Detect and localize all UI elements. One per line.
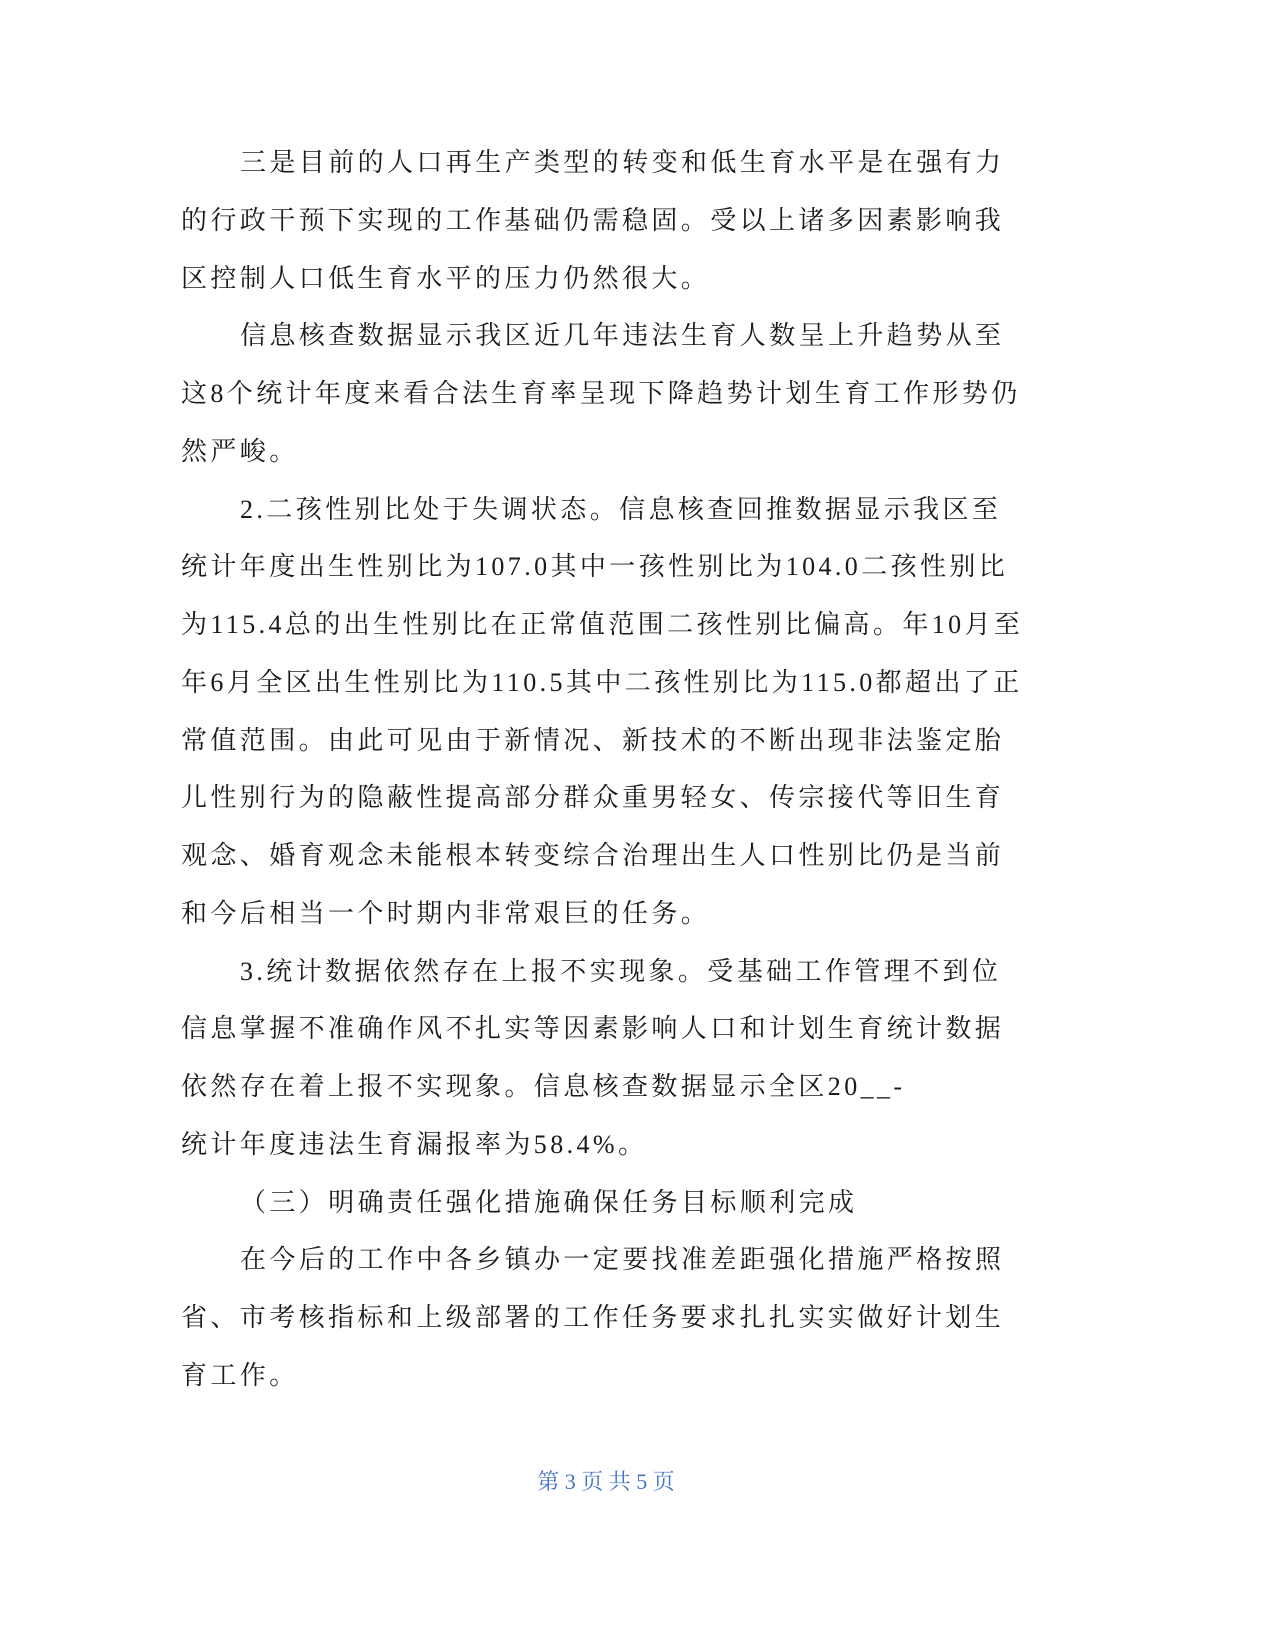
text-line: 三是目前的人口再生产类型的转变和低生育水平是在强有力 [240, 148, 1005, 177]
text-line: 儿性别行为的隐蔽性提高部分群众重男轻女、传宗接代等旧生育 [181, 783, 1005, 813]
text-line: 育工作。 [181, 1360, 299, 1390]
text-line: 3.统计数据依然存在上报不实现象。受基础工作管理不到位 [240, 956, 1002, 986]
paragraph [181, 1231, 1051, 1404]
text-line: 信息核查数据显示我区近几年违法生育人数呈上升趋势从至 [240, 321, 1005, 351]
text-line: 统计年度出生性别比为107.0其中一孩性别比为104.0二孩性别比 [181, 552, 1009, 582]
text-line: 省、市考核指标和上级部署的工作任务要求扎扎实实做好计划生 [181, 1303, 1005, 1332]
text-line: 为115.4总的出生性别比在正常值范围二孩性别比偏高。年10月至 [181, 610, 1024, 639]
text-line: 统计年度违法生育漏报率为58.4%。 [181, 1129, 648, 1159]
text-line: 然严峻。 [181, 436, 299, 466]
section-heading-text: （三）明确责任强化措施确保任务目标顺利完成 [240, 1187, 858, 1217]
document-body [181, 134, 1051, 1405]
text-line: 依然存在着上报不实现象。信息核查数据显示全区20__- [181, 1072, 906, 1101]
text-line: 年6月全区出生性别比为110.5其中二孩性别比为115.0都超出了正 [181, 667, 1023, 697]
paragraph [181, 481, 1051, 943]
page-number-footer: 第 3 页 共 5 页 [537, 1469, 675, 1494]
paragraph [181, 307, 1051, 480]
text-line: 的行政干预下实现的工作基础仍需稳固。受以上诸多因素影响我 [181, 205, 1005, 235]
text-line: 信息掌握不准确作风不扎实等因素影响人口和计划生育统计数据 [181, 1014, 1005, 1044]
text-line: 和今后相当一个时期内非常艰巨的任务。 [181, 898, 711, 928]
section-heading [181, 1174, 1051, 1232]
text-line: 区控制人口低生育水平的压力仍然很大。 [181, 263, 711, 293]
text-line: 这8个统计年度来看合法生育率呈现下降趋势计划生育工作形势仍 [181, 379, 1021, 408]
paragraph [181, 943, 1051, 1174]
text-line: 观念、婚育观念未能根本转变综合治理出生人口性别比仍是当前 [181, 841, 1005, 870]
text-line: 2.二孩性别比处于失调状态。信息核查回推数据显示我区至 [240, 494, 1002, 524]
paragraph [181, 134, 1051, 307]
text-line: 常值范围。由此可见由于新情况、新技术的不断出现非法鉴定胎 [181, 725, 1005, 755]
text-line: 在今后的工作中各乡镇办一定要找准差距强化措施严格按照 [240, 1245, 1005, 1275]
